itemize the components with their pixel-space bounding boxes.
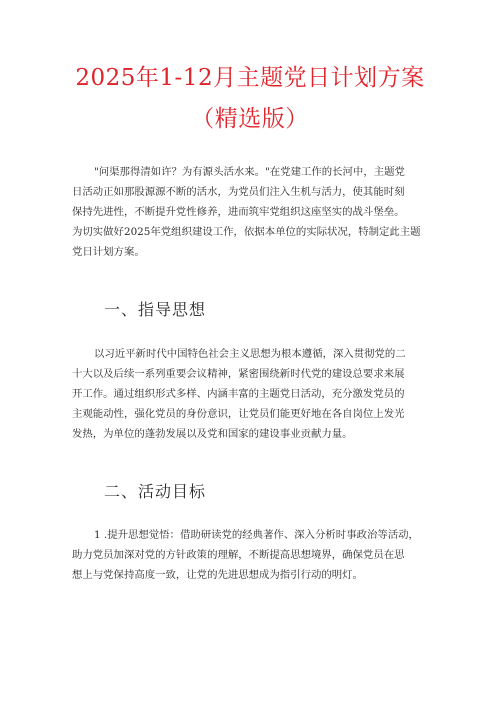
paragraph-line: 主观能动性，强化党员的身份意识，让党员们能更好地在各自岗位上发光 bbox=[72, 408, 405, 420]
paragraph-line: 开工作。通过组织形式多样、内涵丰富的主题党日活动，充分激发党员的 bbox=[72, 388, 405, 400]
intro-line: 保持先进性，不断提升党性修养，进而筑牢党组织这座坚实的战斗堡垒。 bbox=[72, 206, 405, 218]
intro-paragraph bbox=[72, 162, 432, 262]
section-heading-activity-goals: 二、活动目标 bbox=[104, 482, 207, 501]
intro-line: 党日计划方案。 bbox=[72, 246, 145, 258]
paragraph-line: 1 .提升思想觉悟：借助研读党的经典著作、深入分析时事政治等活动， bbox=[94, 529, 419, 541]
paragraph-line: 以习近平新时代中国特色社会主义思想为根本遵循，深入贯彻党的二 bbox=[94, 348, 406, 360]
paragraph-line: 助力党员加深对党的方针政策的理解，不断提高思想境界，确保党员在思 bbox=[72, 549, 405, 561]
activity-goals-paragraph bbox=[72, 525, 432, 585]
paragraph-line: 发热，为单位的蓬勃发展以及党和国家的建设事业贡献力量。 bbox=[72, 428, 353, 440]
paragraph-line: 想上与党保持高度一致，让党的先进思想成为指引行动的明灯。 bbox=[72, 569, 363, 581]
intro-line: 为切实做好2025年党组织建设工作，依据本单位的实际状况，特制定此主题 bbox=[72, 226, 421, 238]
paragraph-line: 十大以及后续一系列重要会议精神，紧密围绕新时代党的建设总要求来展 bbox=[72, 368, 405, 380]
document-title: 2025年1-12月主题党日计划方案 bbox=[75, 65, 425, 91]
guiding-ideology-paragraph bbox=[72, 344, 432, 444]
intro-line: 日活动正如那股源源不断的活水，为党员们注入生机与活力，使其能时刻 bbox=[72, 186, 405, 198]
intro-line: "问渠那得清如许？为有源头活水来。"在党建工作的长河中，主题党 bbox=[94, 166, 405, 178]
document-subtitle: （精选版） bbox=[191, 106, 309, 132]
section-heading-guiding-ideology: 一、指导思想 bbox=[104, 300, 207, 319]
